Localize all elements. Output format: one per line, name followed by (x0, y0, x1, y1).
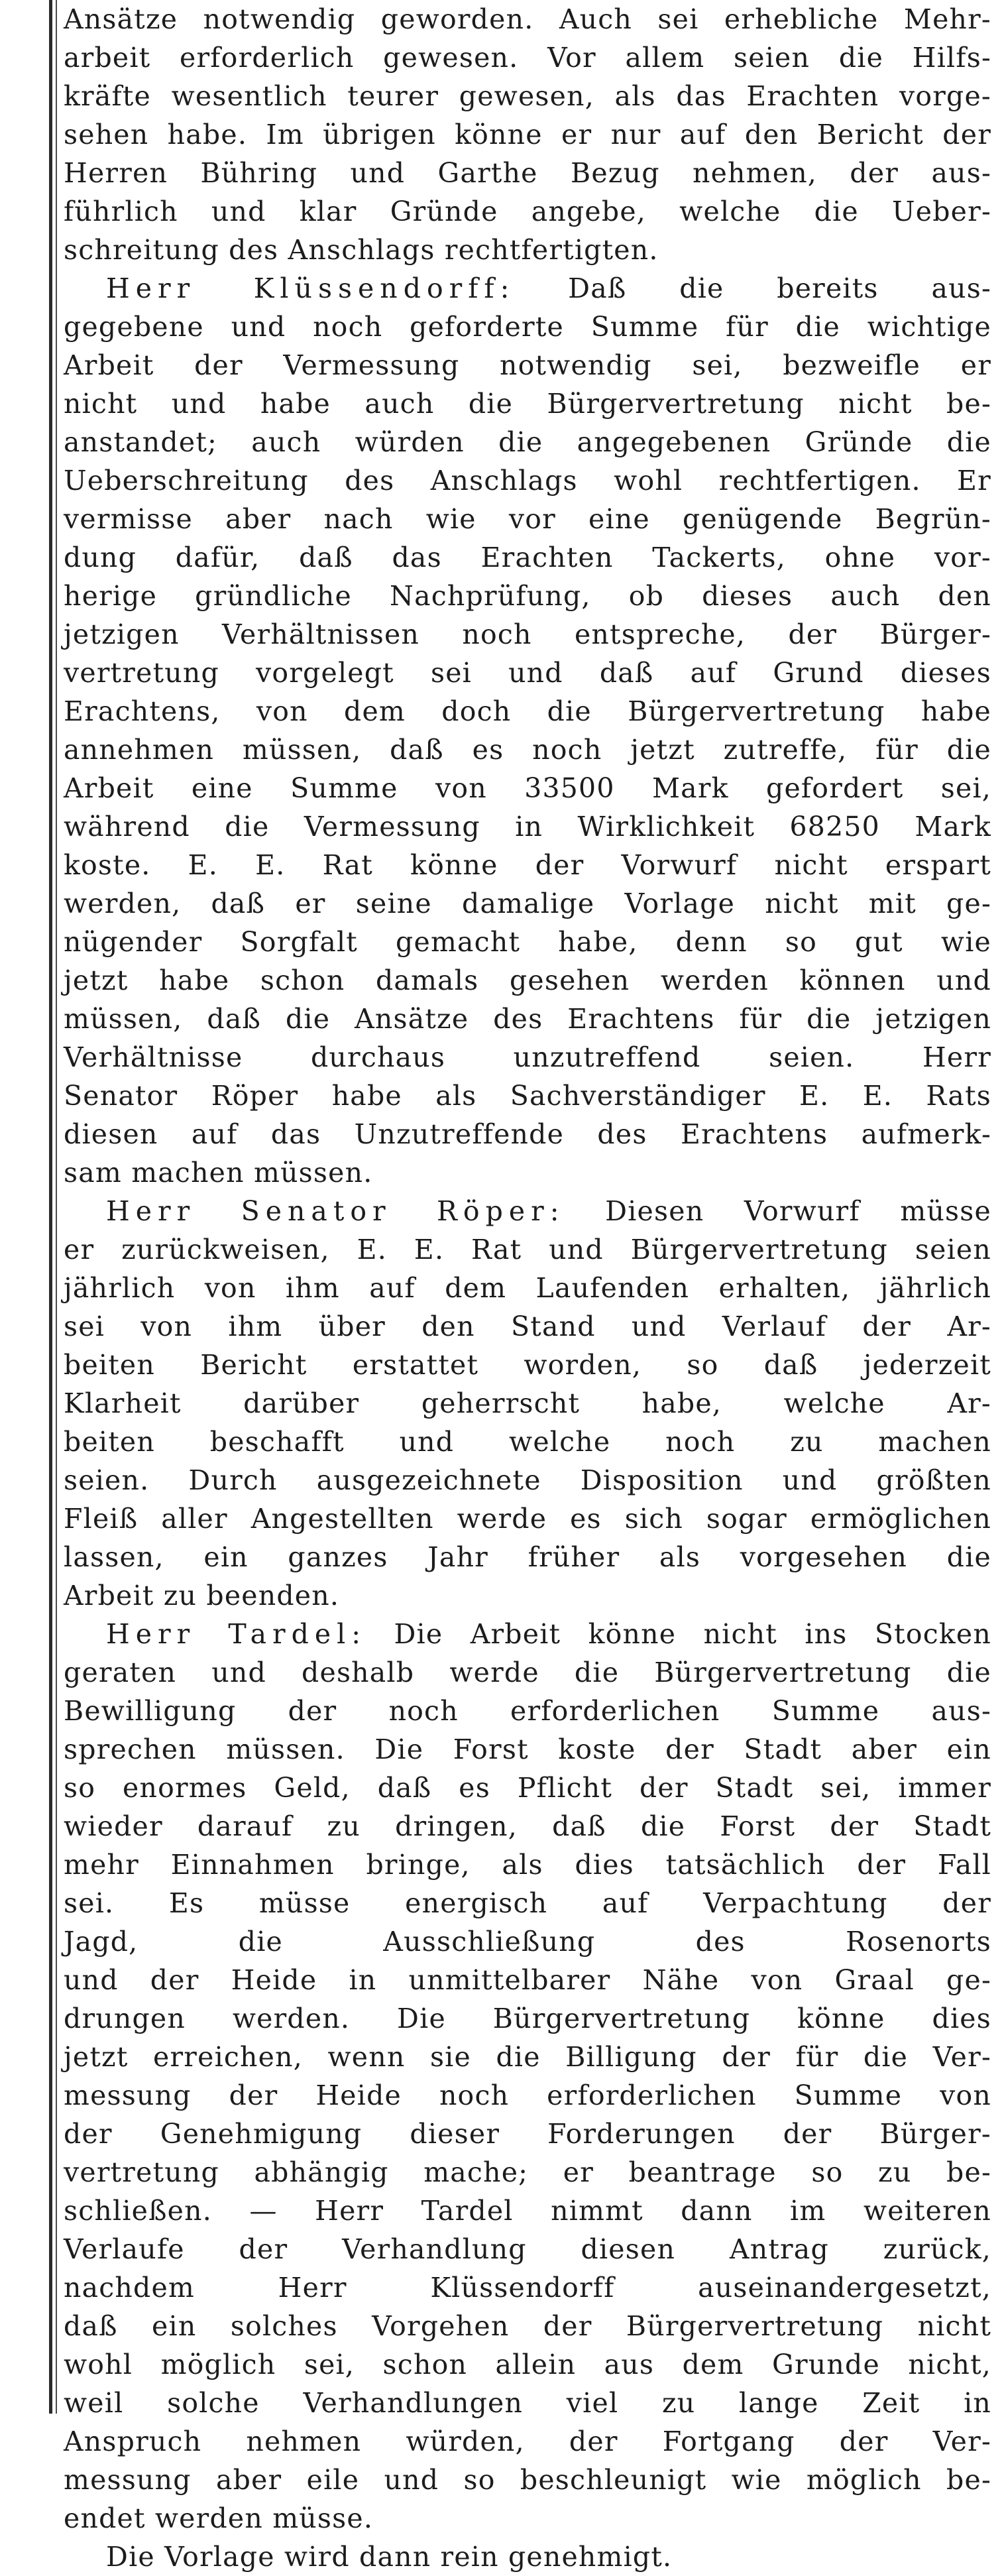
line-text: jährlich von ihm auf dem Laufenden erhalten, jährlich (64, 1272, 991, 1304)
line-text: herige gründliche Nachprüfung, ob dieses auch den (64, 580, 991, 612)
text-line (64, 1769, 991, 1807)
text-line (64, 1346, 991, 1384)
text-line (64, 192, 991, 231)
line-text: arbeit erforderlich gewesen. Vor allem seien die Hilfs- (64, 42, 991, 74)
text-line (64, 1653, 991, 1692)
line-text: Senator Röper habe als Sachverständiger E. E. Rats (64, 1080, 991, 1112)
text-line (64, 77, 991, 115)
line-text: Bewilligung der noch erforderlichen Summe aus- (64, 1695, 991, 1727)
line-text: annehmen müssen, daß es noch jetzt zutreffe, für die (64, 734, 991, 766)
text-line (64, 538, 991, 577)
text-line (64, 615, 991, 654)
line-text: kräfte wesentlich teurer gewesen, als das Erachten vorge- (64, 80, 991, 112)
line-text: müssen, daß die Ansätze des Erachtens für die jetzigen (64, 1003, 991, 1035)
line-text: gegebene und noch geforderte Summe für die wichtige (64, 311, 991, 343)
line-text: Daß die bereits aus- (515, 272, 991, 304)
text-line (64, 154, 991, 192)
paragraph (64, 1615, 991, 2538)
text-line (64, 769, 991, 807)
line-text: Ansätze notwendig geworden. Auch sei erhebliche Mehr- (64, 3, 991, 35)
line-text: messung der Heide noch erforderlichen Summe von (64, 2079, 991, 2111)
line-text: sam machen müssen. (64, 1157, 373, 1189)
text-line (64, 2153, 991, 2192)
line-text: Jagd, die Ausschließung des Rosenorts (64, 1926, 991, 1958)
text-line (64, 1000, 991, 1038)
line-text: führlich und klar Gründe angebe, welche die Ueber- (64, 196, 991, 227)
text-line (64, 1269, 991, 1307)
text-line (64, 1961, 991, 1999)
text-line (64, 1038, 991, 1077)
line-text: Herren Bühring und Garthe Bezug nehmen, der aus- (64, 157, 991, 189)
text-line (64, 961, 991, 1000)
speaker-name: Herr Klüssendorff: (106, 272, 516, 304)
text-line (64, 2461, 991, 2499)
line-text: Fleiß aller Angestellten werde es sich sogar ermöglichen (64, 1503, 991, 1535)
line-text: vertretung vorgelegt sei und daß auf Grund dieses (64, 657, 991, 689)
text-line (64, 807, 991, 846)
text-line (64, 577, 991, 615)
line-text: nügender Sorgfalt gemacht habe, denn so gut wie (64, 926, 991, 958)
speaker-name: Herr Senator Röper: (106, 1195, 565, 1227)
line-text: jetzt erreichen, wenn sie die Billigung der für die Ver- (64, 2041, 991, 2073)
line-text: Anspruch nehmen würden, der Fortgang der Ver- (64, 2426, 991, 2457)
line-text: sei von ihm über den Stand und Verlauf der Ar- (64, 1311, 991, 1342)
text-line (64, 0, 991, 38)
text-line (64, 2115, 991, 2153)
text-line (64, 2268, 991, 2307)
paragraph (64, 1192, 991, 1615)
text-line (64, 423, 991, 461)
text-line (64, 731, 991, 769)
line-text: sehen habe. Im übrigen könne er nur auf den Bericht der (64, 119, 991, 150)
line-text: Arbeit zu beenden. (64, 1580, 340, 1611)
text-line (64, 692, 991, 731)
text-line (64, 115, 991, 154)
text-line (64, 884, 991, 923)
line-text: er zurückweisen, E. E. Rat und Bürgervertretung seien (64, 1234, 991, 1265)
text-line (64, 654, 991, 692)
article-body (64, 0, 991, 2576)
text-line (64, 1576, 991, 1615)
text-line (64, 384, 991, 423)
column-rule-inner (56, 0, 57, 2414)
line-text: so enormes Geld, daß es Pflicht der Stadt sei, immer (64, 1772, 991, 1804)
text-line (64, 1845, 991, 1884)
line-text: weil solche Verhandlungen viel zu lange Zeit in (64, 2387, 991, 2419)
text-line (64, 1153, 991, 1192)
line-text: Ueberschreitung des Anschlags wohl rechtfertigen. Er (64, 465, 991, 497)
text-line (64, 2192, 991, 2230)
line-text: Verlaufe der Verhandlung diesen Antrag zurück, (64, 2233, 991, 2265)
line-text: Klarheit darüber geherrscht habe, welche Ar- (64, 1387, 991, 1419)
text-line (64, 923, 991, 961)
line-text: Erachtens, von dem doch die Bürgervertretung habe (64, 695, 991, 727)
line-text: sprechen müssen. Die Forst koste der Stadt aber ein (64, 1733, 991, 1765)
line-text: koste. E. E. Rat könne der Vorwurf nicht erspart (64, 849, 991, 881)
text-line (64, 500, 991, 538)
text-line (64, 231, 991, 269)
text-line (64, 1922, 991, 1961)
text-line (64, 346, 991, 384)
line-text: nachdem Herr Klüssendorff auseinandergesetzt, (64, 2272, 991, 2304)
paragraph (64, 2538, 991, 2576)
text-line (64, 2307, 991, 2345)
column-rule (49, 0, 52, 2414)
text-line (64, 1499, 991, 1538)
text-line (64, 846, 991, 884)
text-line (64, 1538, 991, 1576)
line-text: Arbeit eine Summe von 33500 Mark gefordert sei, (64, 772, 991, 804)
line-text: vertretung abhängig mache; er beantrage so zu be- (64, 2156, 991, 2188)
text-line (64, 1192, 991, 1230)
text-line (64, 1692, 991, 1730)
line-text: Arbeit der Vermessung notwendig sei, bezweifle er (64, 349, 991, 381)
text-line (64, 1461, 991, 1499)
text-line (64, 1999, 991, 2038)
text-line (64, 1807, 991, 1845)
text-line (64, 2384, 991, 2422)
text-line (64, 2038, 991, 2076)
text-line (64, 1384, 991, 1423)
line-text: drungen werden. Die Bürgervertretung könne dies (64, 2003, 991, 2034)
text-line (64, 2076, 991, 2115)
text-line (64, 1615, 991, 1653)
text-line (64, 1884, 991, 1922)
line-text: diesen auf das Unzutreffende des Erachtens aufmerk- (64, 1118, 991, 1150)
line-text: endet werden müsse. (64, 2502, 374, 2534)
line-text: Die Arbeit könne nicht ins Stocken (366, 1618, 991, 1650)
line-text: sei. Es müsse energisch auf Verpachtung der (64, 1887, 991, 1919)
line-text: schließen. — Herr Tardel nimmt dann im weiteren (64, 2195, 991, 2227)
text-line (64, 2538, 991, 2576)
line-text: mehr Einnahmen bringe, als dies tatsächlich der Fall (64, 1849, 991, 1881)
speaker-name: Herr Tardel: (106, 1618, 367, 1650)
line-text: jetzigen Verhältnissen noch entspreche, der Bürger- (64, 618, 991, 650)
line-text: lassen, ein ganzes Jahr früher als vorgesehen die (64, 1541, 991, 1573)
line-text: geraten und deshalb werde die Bürgervertretung die (64, 1657, 991, 1688)
line-text: dung dafür, daß das Erachten Tackerts, ohne vor- (64, 542, 991, 573)
text-column (64, 0, 991, 2573)
line-text: Verhältnisse durchaus unzutreffend seien. Herr (64, 1041, 991, 1073)
line-text: messung aber eile und so beschleunigt wie möglich be- (64, 2464, 991, 2496)
paragraph (64, 269, 991, 1192)
line-text: werden, daß er seine damalige Vorlage nicht mit ge- (64, 888, 991, 919)
text-line (64, 1423, 991, 1461)
line-text: während die Vermessung in Wirklichkeit 68250 Mark (64, 811, 991, 843)
text-line (64, 1230, 991, 1269)
paragraph (64, 0, 991, 269)
text-line (64, 461, 991, 500)
line-text: wieder darauf zu dringen, daß die Forst der Stadt (64, 1810, 991, 1842)
line-text: beiten beschafft und welche noch zu machen (64, 1426, 991, 1458)
line-text: beiten Bericht erstattet worden, so daß jederzeit (64, 1349, 991, 1381)
text-line (64, 1730, 991, 1769)
line-text: vermisse aber nach wie vor eine genügende Begrün- (64, 503, 991, 535)
text-line (64, 38, 991, 77)
line-text: daß ein solches Vorgehen der Bürgervertretung nicht (64, 2310, 991, 2342)
line-text: nicht und habe auch die Bürgervertretung nicht be- (64, 388, 991, 420)
line-text: anstandet; auch würden die angegebenen Gründe die (64, 426, 991, 458)
line-text: Diesen Vorwurf müsse (565, 1195, 991, 1227)
text-line (64, 2230, 991, 2268)
line-text: und der Heide in unmittelbarer Nähe von Graal ge- (64, 1964, 991, 1996)
line-text: seien. Durch ausgezeichnete Disposition und größten (64, 1464, 991, 1496)
text-line (64, 2499, 991, 2538)
text-line (64, 269, 991, 308)
text-line (64, 2422, 991, 2461)
text-line (64, 2345, 991, 2384)
line-text: der Genehmigung dieser Forderungen der Bürger- (64, 2118, 991, 2150)
text-line (64, 1115, 991, 1153)
line-text: wohl möglich sei, schon allein aus dem Grunde nicht, (64, 2349, 991, 2380)
line-text: Die Vorlage wird dann rein genehmigt. (106, 2541, 673, 2573)
text-line (64, 1077, 991, 1115)
text-line (64, 1307, 991, 1346)
line-text: jetzt habe schon damals gesehen werden können und (64, 965, 991, 996)
line-text: schreitung des Anschlags rechtfertigten. (64, 234, 659, 266)
text-line (64, 308, 991, 346)
